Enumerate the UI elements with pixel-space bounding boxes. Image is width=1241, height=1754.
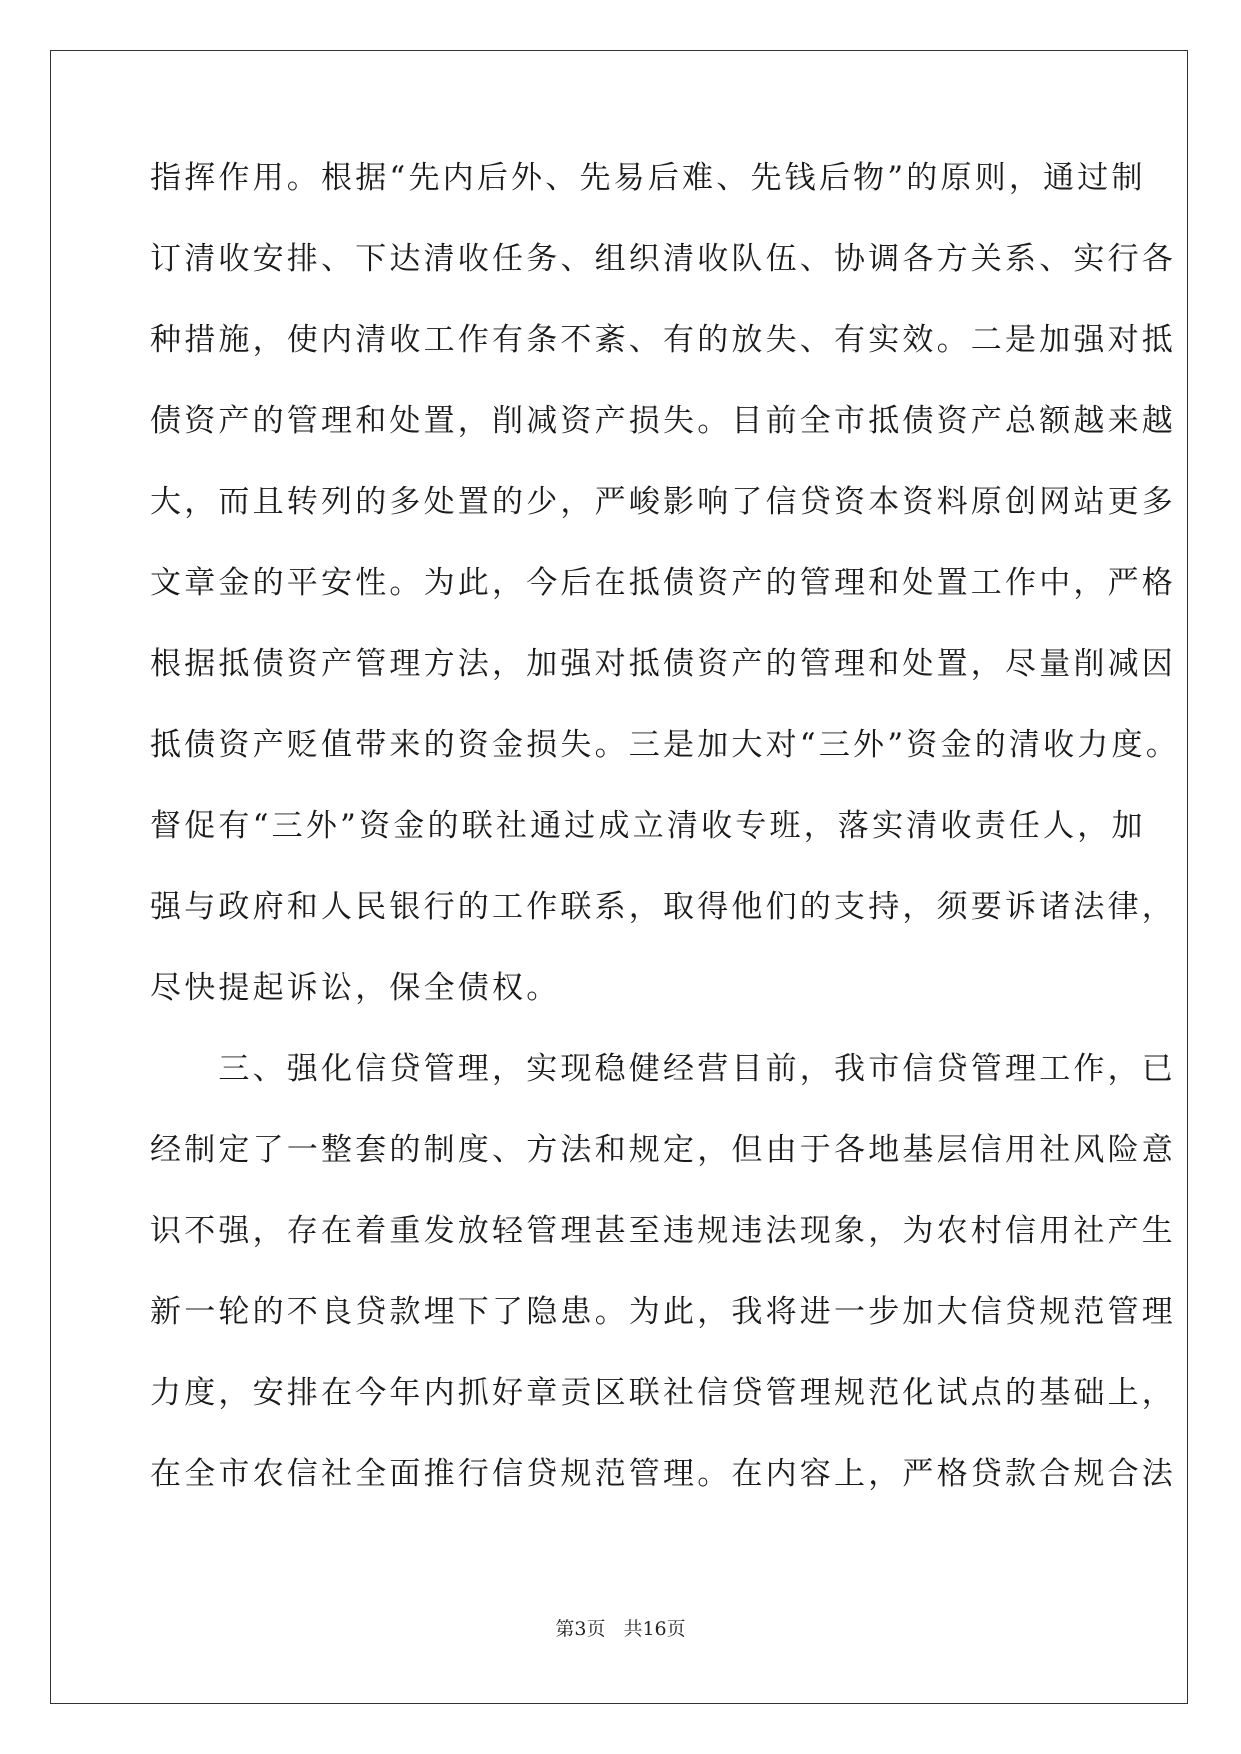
text-line: 识不强，存在着重发放轻管理甚至违规违法现象，为农村信用社产生 [150,1213,1176,1249]
text-line: 经制定了一整套的制度、方法和规定，但由于各地基层信用社风险意 [150,1132,1176,1168]
text-line: 在全市农信社全面推行信贷规范管理。在内容上，严格贷款合规合法 [150,1456,1176,1492]
text-line: 尽快提起诉讼，保全债权。 [150,970,561,1006]
text-line: 指挥作用。根据“先内后外、先易后难、先钱后物”的原则，通过制 [150,160,1146,196]
text-line: 强与政府和人民银行的工作联系，取得他们的支持，须要诉诸法律， [150,889,1176,925]
text-line: 文章金的平安性。为此，今后在抵债资产的管理和处置工作中，严格 [150,565,1176,601]
text-line: 新一轮的不良贷款埋下了隐患。为此，我将进一步加大信贷规范管理 [150,1294,1176,1330]
text-line: 根据抵债资产管理方法，加强对抵债资产的管理和处置，尽量削减因 [150,646,1176,682]
text-line: 大，而且转列的多处置的少，严峻影响了信贷资本资料原创网站更多 [150,484,1176,520]
text-line: 种措施，使内清收工作有条不紊、有的放失、有实效。二是加强对抵 [150,322,1176,358]
text-line: 抵债资产贬值带来的资金损失。三是加大对“三外”资金的清收力度。 [150,727,1180,763]
text-line: 督促有“三外”资金的联社通过成立清收专班，落实清收责任人，加 [150,808,1146,844]
text-line: 债资产的管理和处置，削减资产损失。目前全市抵债资产总额越来越 [150,403,1176,439]
text-line: 订清收安排、下达清收任务、组织清收队伍、协调各方关系、实行各 [150,241,1176,277]
document-body [150,160,1180,1537]
page-total: 共16页 [623,1618,686,1640]
text-line: 力度，安排在今年内抓好章贡区联社信贷管理规范化试点的基础上， [150,1375,1176,1411]
page-footer [0,1614,1241,1641]
section-heading-line: 三、强化信贷管理，实现稳健经营目前，我市信贷管理工作，已 [150,1051,1176,1087]
page-number: 第3页 [555,1618,606,1640]
